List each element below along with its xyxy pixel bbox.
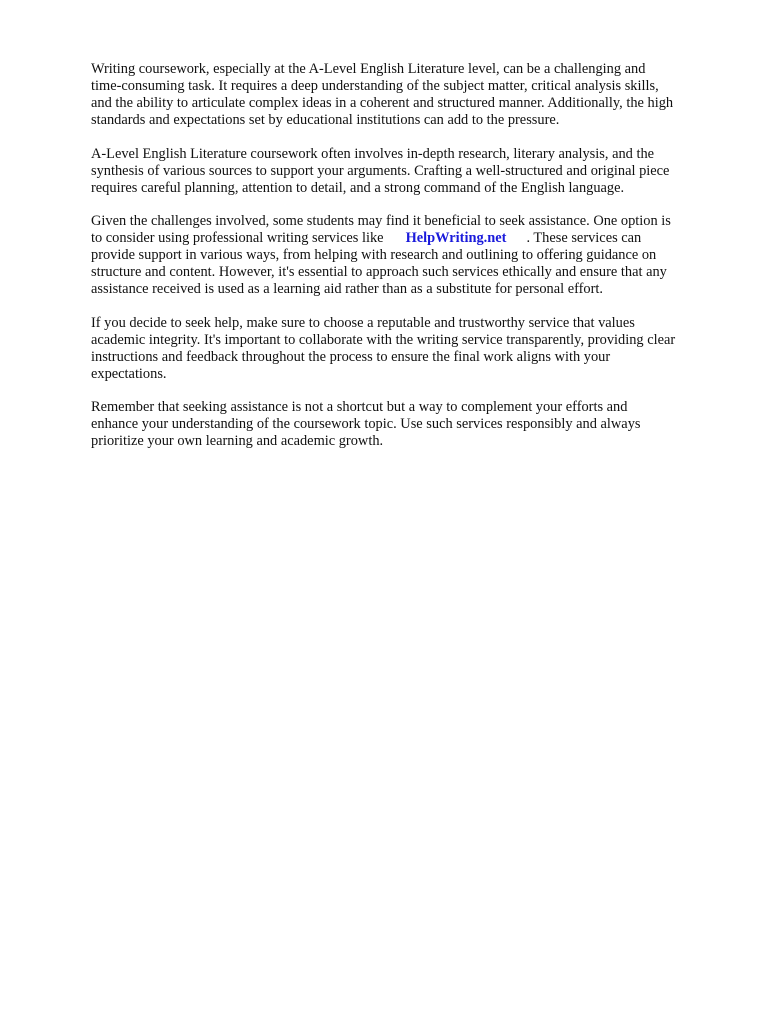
paragraph-assistance	[91, 213, 731, 298]
paragraph-seek-help	[91, 315, 731, 383]
text-line: prioritize your own learning and academic growth.	[91, 433, 384, 449]
text-line: synthesis of various sources to support your arguments. Crafting a well-structured and original piece	[91, 162, 670, 179]
text-line: Writing coursework, especially at the A-Level English Literature level, can be a challenging and	[91, 61, 646, 77]
text-line: expectations.	[91, 365, 167, 382]
text-line: time-consuming task. It requires a deep understanding of the subject matter, critical analysis skills,	[91, 78, 659, 94]
helpwriting-link[interactable]: HelpWriting.net	[405, 230, 507, 246]
text-line: enhance your understanding of the coursework topic. Use such services responsibly and always	[91, 416, 641, 432]
text-line: If you decide to seek help, make sure to choose a reputable and trustworthy service that values	[91, 314, 635, 331]
text-line: academic integrity. It's important to collaborate with the writing service transparently, providing clear	[91, 331, 676, 348]
paragraph-conclusion	[91, 399, 731, 450]
text-line: instructions and feedback throughout the process to ensure the final work aligns with your	[91, 348, 611, 365]
document-body	[91, 61, 731, 467]
text-line: structure and content. However, it's essential to approach such services ethically and ensure that any	[91, 264, 667, 280]
text-line-with-link	[91, 230, 731, 247]
paragraph-intro	[91, 61, 731, 129]
text-segment: to consider using professional writing services like	[91, 230, 384, 246]
paragraph-coursework	[91, 146, 731, 197]
text-line: A-Level English Literature coursework often involves in-depth research, literary analysis, and the	[91, 145, 655, 162]
text-line: and the ability to articulate complex ideas in a coherent and structured manner. Additionally, the high	[91, 95, 674, 111]
text-line: requires careful planning, attention to detail, and a strong command of the English language.	[91, 179, 625, 196]
text-line: Given the challenges involved, some students may find it beneficial to seek assistance. One option is	[91, 213, 671, 229]
text-segment: . These services can	[526, 230, 642, 246]
text-line: standards and expectations set by educational institutions can add to the pressure.	[91, 112, 560, 128]
text-line: assistance received is used as a learning aid rather than as a substitute for personal effort.	[91, 281, 604, 297]
text-line: Remember that seeking assistance is not a shortcut but a way to complement your efforts and	[91, 399, 628, 415]
text-line: provide support in various ways, from helping with research and outlining to offering guidance on	[91, 247, 657, 263]
